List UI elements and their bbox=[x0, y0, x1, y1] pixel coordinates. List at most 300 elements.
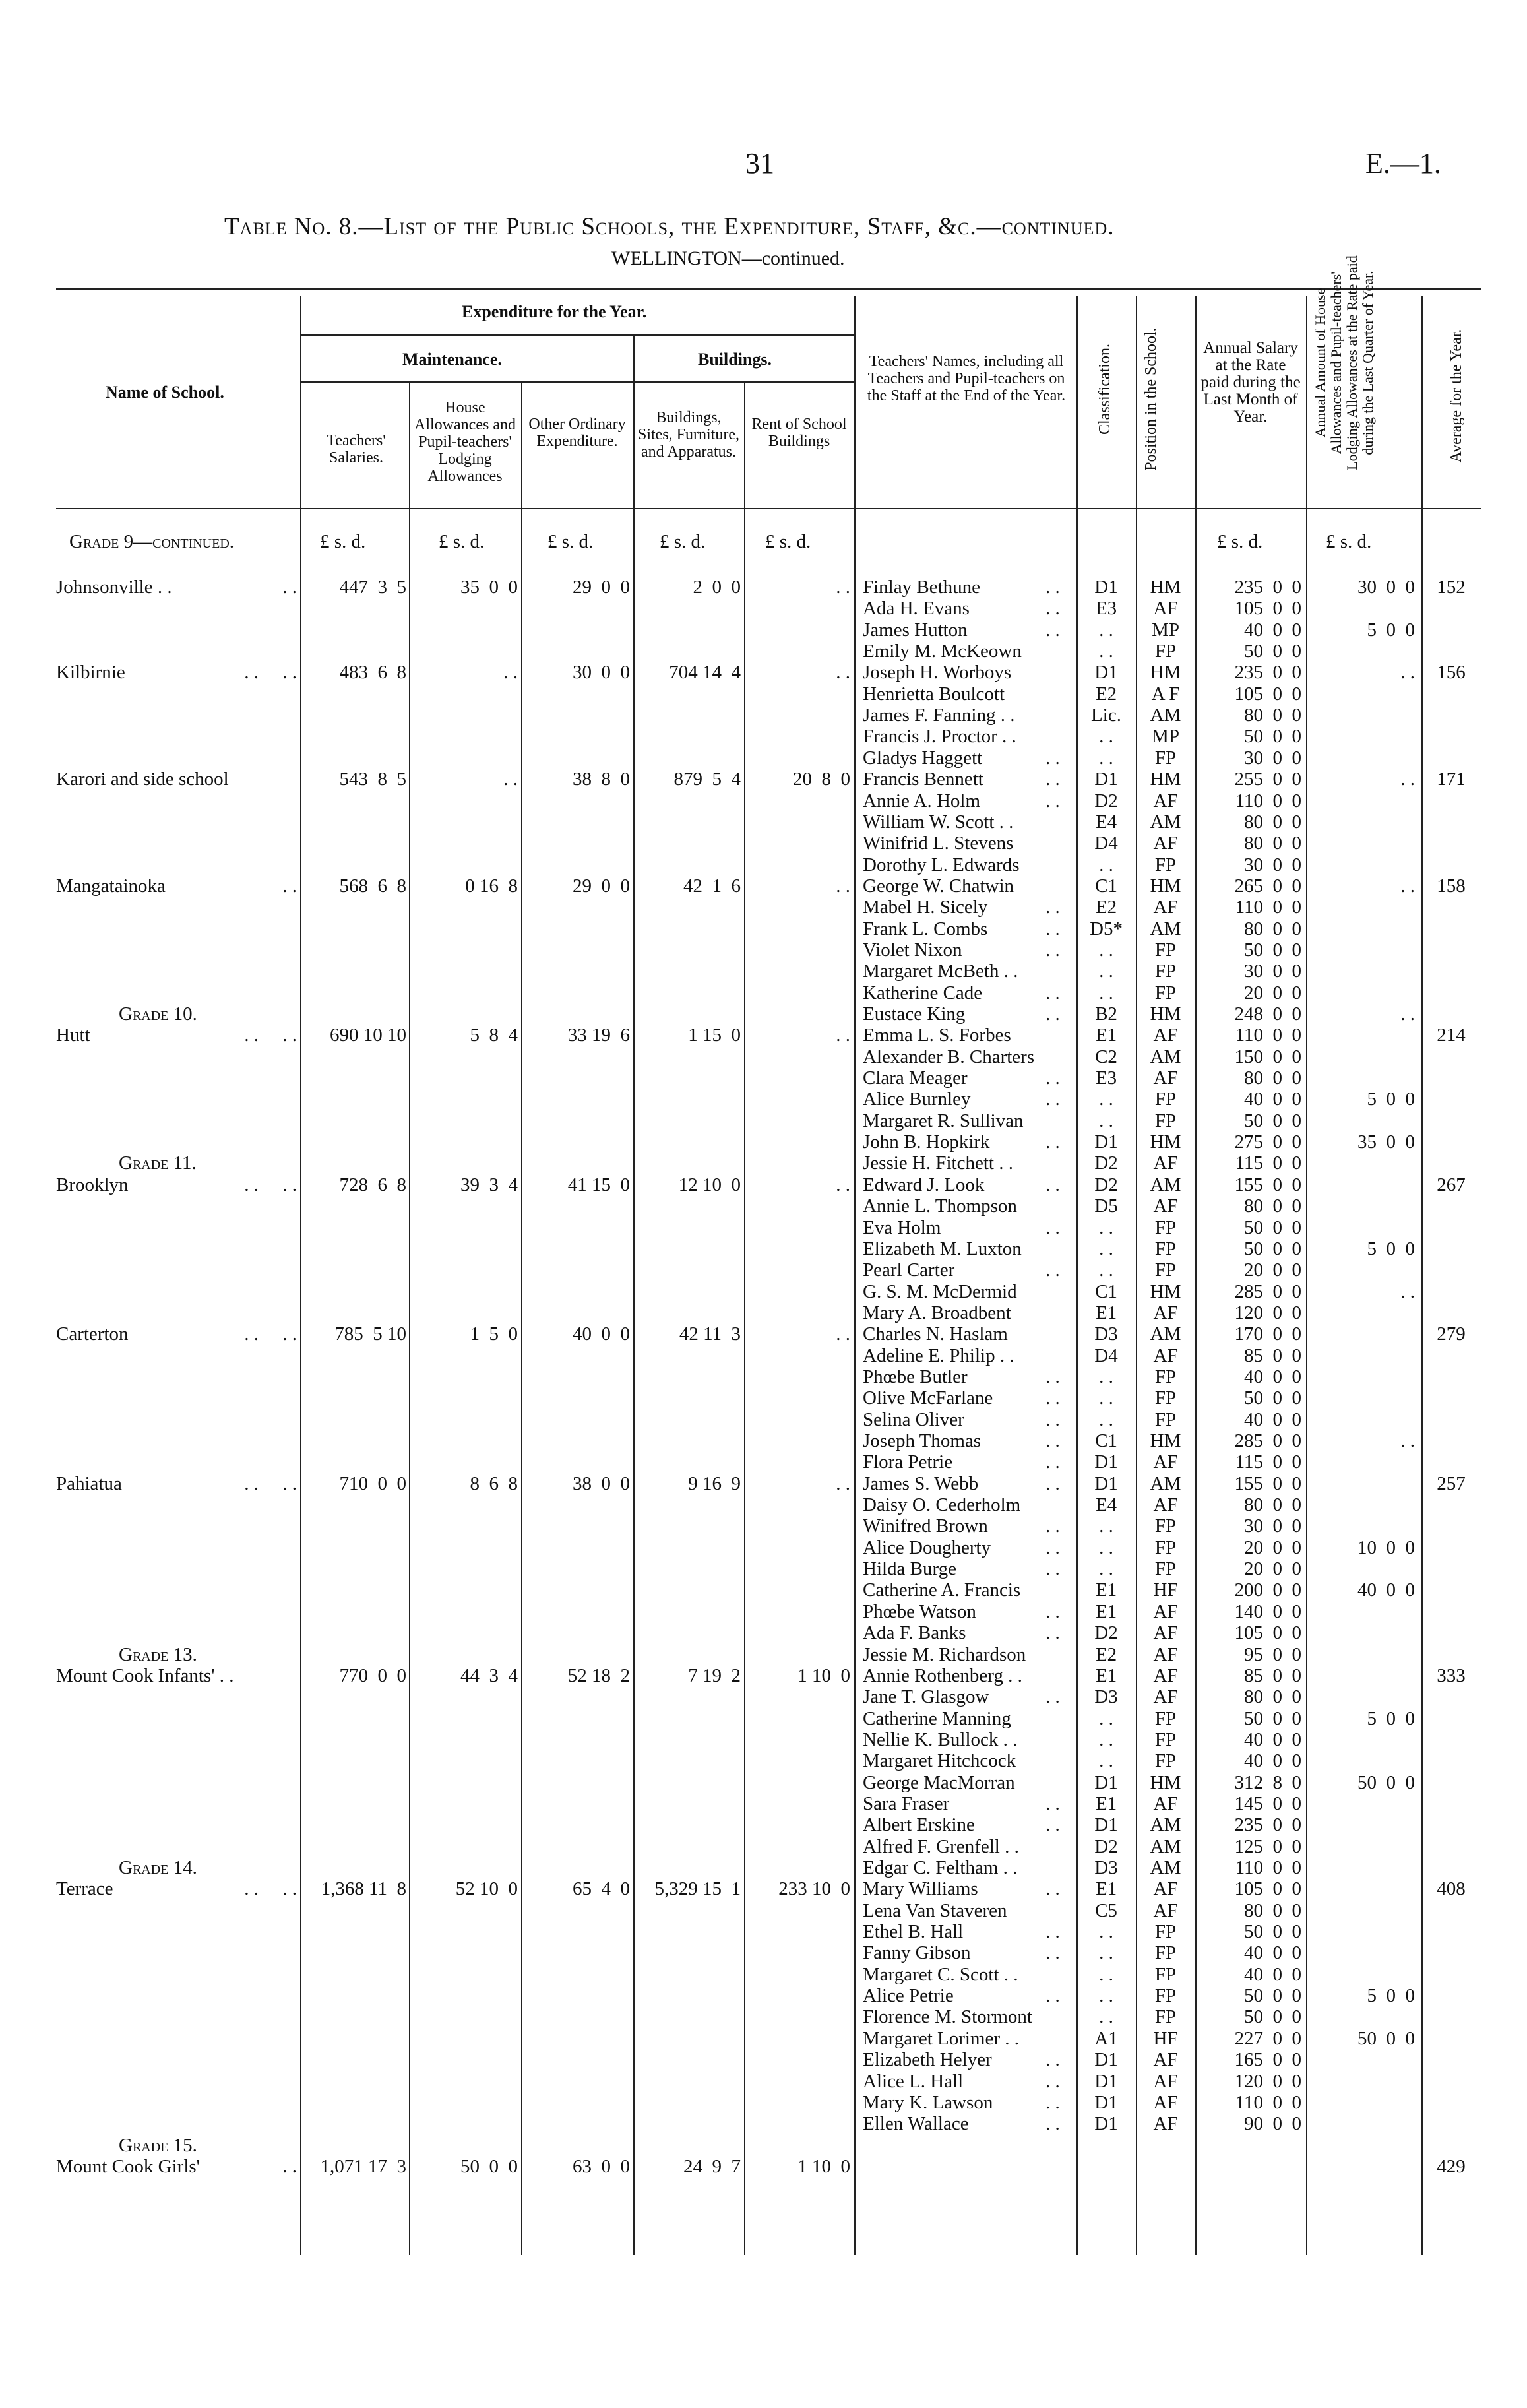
teacher-salary: 248 0 0 bbox=[1234, 1003, 1301, 1025]
teacher-position: AF bbox=[1153, 1153, 1178, 1174]
teacher-name: Phœbe Watson bbox=[863, 1600, 976, 1622]
school-name-leader: . . bbox=[282, 875, 297, 897]
teacher-name-leader: . . bbox=[1045, 1686, 1060, 1708]
teacher-classification: . . bbox=[1099, 2006, 1113, 2028]
teacher-classification: . . bbox=[1099, 1963, 1113, 1985]
teacher-name: Clara Meager bbox=[863, 1067, 968, 1089]
teacher-position: FP bbox=[1154, 2006, 1177, 2028]
header-buildings: Buildings. bbox=[698, 350, 772, 369]
school-rent: . . bbox=[836, 1174, 850, 1195]
page-number: 31 bbox=[745, 147, 774, 179]
school-house-allowances: . . bbox=[503, 769, 518, 790]
school-buildings-sites: 7 19 2 bbox=[688, 1664, 741, 1686]
teacher-classification: A1 bbox=[1094, 2027, 1118, 2049]
header-rule-expenditure bbox=[300, 334, 854, 336]
teacher-position: AF bbox=[1153, 1195, 1178, 1217]
school-name-leader: . . . . bbox=[244, 1878, 297, 1900]
teacher-name-leader: . . bbox=[1045, 918, 1060, 939]
teacher-name-leader: . . bbox=[1045, 982, 1060, 1003]
teacher-salary: 115 0 0 bbox=[1235, 1451, 1301, 1473]
teacher-salary: 235 0 0 bbox=[1234, 577, 1301, 598]
teacher-classification: . . bbox=[1099, 1921, 1113, 1943]
teacher-position: FP bbox=[1154, 1728, 1177, 1750]
header-annual-amount: Annual Amount of House Allowances and Pupil-teachers' Lodging Allowances at the Rate paid during the Last Quarter of Year. bbox=[1312, 255, 1376, 470]
teacher-name-leader: . . bbox=[1045, 790, 1060, 811]
teacher-position: HM bbox=[1150, 577, 1181, 598]
teacher-allowance: 5 0 0 bbox=[1367, 1707, 1415, 1729]
grade-heading: Grade 11. bbox=[119, 1153, 197, 1174]
teacher-name-leader: . . bbox=[1045, 1537, 1060, 1558]
school-house-allowances: 50 0 0 bbox=[460, 2155, 518, 2177]
col-rule-3 bbox=[521, 381, 522, 2255]
teacher-classification: D2 bbox=[1094, 1174, 1118, 1195]
teacher-classification: . . bbox=[1099, 726, 1113, 747]
teacher-position: AF bbox=[1153, 1686, 1178, 1708]
currency-allowance: £ s. d. bbox=[1326, 531, 1372, 552]
school-house-allowances: 1 5 0 bbox=[470, 1323, 518, 1345]
teacher-name-leader: . . bbox=[1045, 1921, 1060, 1943]
teacher-position: AF bbox=[1153, 2113, 1178, 2135]
teacher-name-leader: . . bbox=[1045, 1430, 1060, 1451]
teacher-position: FP bbox=[1154, 1515, 1177, 1537]
teacher-position: FP bbox=[1154, 1238, 1177, 1259]
teacher-name-leader: . . bbox=[1045, 598, 1060, 619]
teacher-salary: 50 0 0 bbox=[1244, 2006, 1301, 2028]
teacher-classification: . . bbox=[1099, 619, 1113, 641]
teacher-salary: 312 8 0 bbox=[1234, 1771, 1301, 1793]
teacher-salary: 95 0 0 bbox=[1244, 1643, 1301, 1665]
teacher-salary: 50 0 0 bbox=[1244, 1985, 1301, 2007]
teacher-salary: 20 0 0 bbox=[1244, 1558, 1301, 1580]
teacher-allowance: 35 0 0 bbox=[1357, 1131, 1415, 1153]
teacher-name-leader: . . bbox=[1045, 2049, 1060, 2071]
teacher-salary: 275 0 0 bbox=[1234, 1131, 1301, 1153]
teacher-classification: . . bbox=[1099, 1707, 1113, 1729]
teacher-salary: 140 0 0 bbox=[1234, 1600, 1301, 1622]
header-rule-maintenance bbox=[300, 381, 854, 383]
teacher-position: FP bbox=[1154, 939, 1177, 961]
teacher-classification: . . bbox=[1099, 1259, 1113, 1281]
header-name-of-school: Name of School. bbox=[106, 383, 224, 402]
school-name-leader: . . . . bbox=[244, 1174, 297, 1195]
teacher-name: Mabel H. Sicely bbox=[863, 897, 988, 918]
school-teachers-salaries: 447 3 5 bbox=[339, 577, 406, 598]
header-teachers-names: Teachers' Names, including all Teachers and Pupil-teachers on the Staff at the End of the Year. bbox=[867, 353, 1066, 404]
school-house-allowances: . . bbox=[503, 662, 518, 683]
teacher-name: Edward J. Look bbox=[863, 1174, 985, 1195]
teacher-position: AF bbox=[1153, 1899, 1178, 1921]
header-position: Position in the School. bbox=[1142, 327, 1160, 471]
teacher-name: Alice L. Hall bbox=[863, 2070, 964, 2092]
teacher-name-leader: . . bbox=[1045, 619, 1060, 641]
teacher-name-leader: . . bbox=[1045, 1985, 1060, 2007]
teacher-name-leader: . . bbox=[1045, 1878, 1060, 1900]
teacher-classification: . . bbox=[1099, 1238, 1113, 1259]
teacher-classification: . . bbox=[1099, 1515, 1113, 1537]
teacher-salary: 110 0 0 bbox=[1235, 1857, 1301, 1878]
teacher-name-leader: . . bbox=[1045, 1409, 1060, 1430]
school-name: Hutt bbox=[56, 1025, 90, 1046]
teacher-position: FP bbox=[1154, 982, 1177, 1003]
teacher-classification: D1 bbox=[1094, 1451, 1118, 1473]
teacher-classification: E2 bbox=[1095, 897, 1117, 918]
school-name: Mangatainoka bbox=[56, 875, 166, 897]
school-teachers-salaries: 690 10 10 bbox=[330, 1025, 406, 1046]
grade-heading: Grade 10. bbox=[119, 1003, 197, 1025]
teacher-position: AM bbox=[1150, 1835, 1181, 1857]
teacher-classification: . . bbox=[1099, 1728, 1113, 1750]
school-name-leader: . . . . bbox=[244, 1323, 297, 1345]
teacher-salary: 40 0 0 bbox=[1244, 1409, 1301, 1430]
teacher-position: HM bbox=[1150, 1131, 1181, 1153]
teacher-position: FP bbox=[1154, 1217, 1177, 1238]
teacher-name-leader: . . bbox=[1045, 1174, 1060, 1195]
school-name: Brooklyn bbox=[56, 1174, 129, 1195]
teacher-salary: 50 0 0 bbox=[1244, 1707, 1301, 1729]
teacher-classification: C5 bbox=[1095, 1899, 1117, 1921]
teacher-name: Jessie M. Richardson bbox=[863, 1643, 1026, 1665]
teacher-classification: D3 bbox=[1094, 1323, 1118, 1345]
teacher-position: AF bbox=[1153, 1494, 1178, 1516]
school-name: Carterton bbox=[56, 1323, 129, 1345]
school-teachers-salaries: 483 6 8 bbox=[339, 662, 406, 683]
teacher-salary: 40 0 0 bbox=[1244, 1728, 1301, 1750]
teacher-classification: D1 bbox=[1094, 1814, 1118, 1836]
teacher-name-leader: . . bbox=[1045, 1600, 1060, 1622]
teacher-classification: D1 bbox=[1094, 2049, 1118, 2071]
school-other-expenditure: 33 19 6 bbox=[567, 1025, 630, 1046]
teacher-position: AF bbox=[1153, 897, 1178, 918]
teacher-salary: 125 0 0 bbox=[1234, 1835, 1301, 1857]
teacher-salary: 80 0 0 bbox=[1244, 811, 1301, 833]
teacher-salary: 80 0 0 bbox=[1244, 833, 1301, 854]
teacher-salary: 110 0 0 bbox=[1235, 790, 1301, 811]
school-teachers-salaries: 1,368 11 8 bbox=[321, 1878, 406, 1900]
teacher-salary: 235 0 0 bbox=[1234, 1814, 1301, 1836]
teacher-classification: D1 bbox=[1094, 769, 1118, 790]
teacher-name: Eustace King bbox=[863, 1003, 966, 1025]
teacher-classification: D5* bbox=[1090, 918, 1123, 939]
teacher-salary: 50 0 0 bbox=[1244, 939, 1301, 961]
teacher-classification: E1 bbox=[1095, 1600, 1117, 1622]
teacher-position: AF bbox=[1153, 1622, 1178, 1644]
school-teachers-salaries: 728 6 8 bbox=[339, 1174, 406, 1195]
teacher-name: Joseph H. Worboys bbox=[863, 662, 1012, 683]
teacher-position: HM bbox=[1150, 1003, 1181, 1025]
school-other-expenditure: 40 0 0 bbox=[573, 1323, 630, 1345]
teacher-salary: 85 0 0 bbox=[1244, 1345, 1301, 1366]
school-average: 429 bbox=[1437, 2155, 1466, 2177]
teacher-classification: . . bbox=[1099, 641, 1113, 662]
teacher-position: FP bbox=[1154, 1537, 1177, 1558]
teacher-classification: D1 bbox=[1094, 662, 1118, 683]
teacher-classification: D1 bbox=[1094, 1131, 1118, 1153]
teacher-position: FP bbox=[1154, 1985, 1177, 2007]
school-buildings-sites: 2 0 0 bbox=[693, 577, 741, 598]
school-average: 257 bbox=[1437, 1473, 1466, 1494]
teacher-salary: 80 0 0 bbox=[1244, 705, 1301, 726]
teacher-name: William W. Scott . . bbox=[863, 811, 1014, 833]
header-expenditure: Expenditure for the Year. bbox=[462, 302, 647, 321]
teacher-allowance: 5 0 0 bbox=[1367, 619, 1415, 641]
school-rent: . . bbox=[836, 1323, 850, 1345]
currency-rent: £ s. d. bbox=[765, 531, 811, 552]
teacher-salary: 50 0 0 bbox=[1244, 1110, 1301, 1131]
teacher-classification: . . bbox=[1099, 982, 1113, 1003]
teacher-name: Mary A. Broadbent bbox=[863, 1302, 1011, 1323]
teacher-name: Gladys Haggett bbox=[863, 747, 983, 769]
teacher-allowance: . . bbox=[1400, 769, 1415, 790]
teacher-allowance: . . bbox=[1400, 1003, 1415, 1025]
school-other-expenditure: 52 18 2 bbox=[567, 1664, 630, 1686]
teacher-salary: 150 0 0 bbox=[1234, 1046, 1301, 1067]
teacher-name-leader: . . bbox=[1045, 769, 1060, 790]
teacher-allowance: 5 0 0 bbox=[1367, 1089, 1415, 1110]
teacher-name-leader: . . bbox=[1045, 1067, 1060, 1089]
teacher-name: George W. Chatwin bbox=[863, 875, 1014, 897]
teacher-salary: 80 0 0 bbox=[1244, 1067, 1301, 1089]
teacher-salary: 50 0 0 bbox=[1244, 726, 1301, 747]
header-other-expenditure: Other Ordinary Expenditure. bbox=[528, 416, 626, 450]
teacher-position: AM bbox=[1150, 1814, 1181, 1836]
teacher-position: HF bbox=[1153, 2027, 1178, 2049]
teacher-name: Flora Petrie bbox=[863, 1451, 953, 1473]
teacher-salary: 40 0 0 bbox=[1244, 1089, 1301, 1110]
teacher-name-leader: . . bbox=[1045, 2091, 1060, 2113]
teacher-name: Mary Williams bbox=[863, 1878, 978, 1900]
teacher-classification: C1 bbox=[1095, 875, 1117, 897]
teacher-name: Nellie K. Bullock . . bbox=[863, 1728, 1018, 1750]
teacher-name: Elizabeth M. Luxton bbox=[863, 1238, 1022, 1259]
teacher-name-leader: . . bbox=[1045, 1942, 1060, 1964]
school-teachers-salaries: 770 0 0 bbox=[339, 1664, 406, 1686]
teacher-classification: B2 bbox=[1095, 1003, 1117, 1025]
teacher-position: MP bbox=[1152, 619, 1179, 641]
school-name: Johnsonville . . bbox=[56, 577, 172, 598]
teacher-name: Annie L. Thompson bbox=[863, 1195, 1017, 1217]
teacher-name-leader: . . bbox=[1045, 2070, 1060, 2092]
school-average: 214 bbox=[1437, 1025, 1466, 1046]
school-name-leader: . . bbox=[282, 577, 297, 598]
teacher-position: AM bbox=[1150, 1857, 1181, 1878]
teacher-name: Joseph Thomas bbox=[863, 1430, 982, 1451]
teacher-salary: 20 0 0 bbox=[1244, 982, 1301, 1003]
teacher-classification: D1 bbox=[1094, 1771, 1118, 1793]
school-rent: . . bbox=[836, 1025, 850, 1046]
school-name-leader: . . . . bbox=[244, 662, 297, 683]
school-other-expenditure: 38 8 0 bbox=[573, 769, 630, 790]
teacher-name: Winifred Brown bbox=[863, 1515, 988, 1537]
teacher-salary: 90 0 0 bbox=[1244, 2113, 1301, 2135]
teacher-name-leader: . . bbox=[1045, 1089, 1060, 1110]
teacher-salary: 50 0 0 bbox=[1244, 1217, 1301, 1238]
teacher-position: AF bbox=[1153, 1345, 1178, 1366]
teacher-allowance: . . bbox=[1400, 1430, 1415, 1451]
teacher-salary: 40 0 0 bbox=[1244, 1750, 1301, 1772]
teacher-salary: 80 0 0 bbox=[1244, 1195, 1301, 1217]
teacher-position: FP bbox=[1154, 854, 1177, 875]
school-house-allowances: 0 16 8 bbox=[465, 875, 518, 897]
school-name: Terrace bbox=[56, 1878, 113, 1900]
school-buildings-sites: 879 5 4 bbox=[673, 769, 741, 790]
school-name: Mount Cook Infants' . . bbox=[56, 1664, 234, 1686]
teacher-salary: 105 0 0 bbox=[1234, 598, 1301, 619]
col-rule-8 bbox=[1136, 296, 1137, 2255]
teacher-name: Lena Van Staveren bbox=[863, 1899, 1007, 1921]
grade-9-label: Grade 9—continued. bbox=[69, 531, 235, 552]
teacher-name: Annie Rothenberg . . bbox=[863, 1664, 1022, 1686]
teacher-name-leader: . . bbox=[1045, 1217, 1060, 1238]
school-house-allowances: 44 3 4 bbox=[460, 1664, 518, 1686]
teacher-classification: . . bbox=[1099, 1409, 1113, 1430]
teacher-allowance: 50 0 0 bbox=[1357, 1771, 1415, 1793]
teacher-position: AF bbox=[1153, 1451, 1178, 1473]
teacher-position: AM bbox=[1150, 1174, 1181, 1195]
school-buildings-sites: 9 16 9 bbox=[688, 1473, 741, 1494]
teacher-salary: 50 0 0 bbox=[1244, 1921, 1301, 1943]
school-buildings-sites: 12 10 0 bbox=[678, 1174, 741, 1195]
teacher-salary: 40 0 0 bbox=[1244, 1366, 1301, 1387]
school-other-expenditure: 29 0 0 bbox=[573, 577, 630, 598]
school-teachers-salaries: 543 8 5 bbox=[339, 769, 406, 790]
school-average: 279 bbox=[1437, 1323, 1466, 1345]
teacher-salary: 50 0 0 bbox=[1244, 641, 1301, 662]
school-house-allowances: 5 8 4 bbox=[470, 1025, 518, 1046]
teacher-position: AF bbox=[1153, 2091, 1178, 2113]
teacher-position: AM bbox=[1150, 811, 1181, 833]
teacher-position: AF bbox=[1153, 2070, 1178, 2092]
teacher-name: Annie A. Holm bbox=[863, 790, 981, 811]
teacher-name: Alice Petrie bbox=[863, 1985, 954, 2007]
teacher-salary: 30 0 0 bbox=[1244, 1515, 1301, 1537]
teacher-salary: 285 0 0 bbox=[1234, 1281, 1301, 1302]
teacher-name: Henrietta Boulcott bbox=[863, 683, 1005, 705]
teacher-salary: 105 0 0 bbox=[1234, 683, 1301, 705]
school-house-allowances: 39 3 4 bbox=[460, 1174, 518, 1195]
school-other-expenditure: 30 0 0 bbox=[573, 662, 630, 683]
school-house-allowances: 52 10 0 bbox=[455, 1878, 518, 1900]
teacher-position: FP bbox=[1154, 1366, 1177, 1387]
col-rule-7 bbox=[1076, 296, 1078, 2255]
col-rule-11 bbox=[1421, 296, 1423, 2255]
teacher-name: Alice Burnley bbox=[863, 1089, 971, 1110]
teacher-salary: 80 0 0 bbox=[1244, 918, 1301, 939]
teacher-name-leader: . . bbox=[1045, 1366, 1060, 1387]
teacher-classification: E3 bbox=[1095, 1067, 1117, 1089]
teacher-classification: D3 bbox=[1094, 1857, 1118, 1878]
teacher-name: James Hutton bbox=[863, 619, 968, 641]
teacher-position: AF bbox=[1153, 1643, 1178, 1665]
teacher-name-leader: . . bbox=[1045, 1003, 1060, 1025]
teacher-name: Jessie H. Fitchett . . bbox=[863, 1153, 1013, 1174]
teacher-salary: 200 0 0 bbox=[1234, 1579, 1301, 1601]
teacher-classification: D2 bbox=[1094, 1835, 1118, 1857]
header-maintenance: Maintenance. bbox=[402, 350, 502, 369]
col-rule-5 bbox=[744, 381, 745, 2255]
school-average: 158 bbox=[1437, 875, 1466, 897]
teacher-name: Margaret C. Scott . . bbox=[863, 1963, 1018, 1985]
teacher-position: AF bbox=[1153, 1664, 1178, 1686]
teacher-allowance: 10 0 0 bbox=[1357, 1537, 1415, 1558]
header-average: Average for the Year. bbox=[1448, 329, 1465, 463]
school-buildings-sites: 24 9 7 bbox=[683, 2155, 741, 2177]
teacher-name: Catherine A. Francis bbox=[863, 1579, 1021, 1601]
teacher-name: Daisy O. Cederholm bbox=[863, 1494, 1021, 1516]
teacher-name-leader: . . bbox=[1045, 1792, 1060, 1814]
page-reference: E.—1. bbox=[1365, 147, 1441, 179]
school-teachers-salaries: 785 5 10 bbox=[334, 1323, 406, 1345]
school-name: Karori and side school bbox=[56, 769, 229, 790]
teacher-name: Emma L. S. Forbes bbox=[863, 1025, 1011, 1046]
teacher-salary: 80 0 0 bbox=[1244, 1686, 1301, 1708]
teacher-position: AF bbox=[1153, 1302, 1178, 1323]
teacher-salary: 165 0 0 bbox=[1234, 2049, 1301, 2071]
teacher-classification: C1 bbox=[1095, 1281, 1117, 1302]
school-teachers-salaries: 1,071 17 3 bbox=[320, 2155, 406, 2177]
teacher-salary: 20 0 0 bbox=[1244, 1537, 1301, 1558]
teacher-name: Margaret R. Sullivan bbox=[863, 1110, 1024, 1131]
teacher-classification: D1 bbox=[1094, 2070, 1118, 2092]
teacher-allowance: 30 0 0 bbox=[1357, 577, 1415, 598]
teacher-position: AF bbox=[1153, 790, 1178, 811]
school-buildings-sites: 42 11 3 bbox=[679, 1323, 741, 1345]
teacher-name: Hilda Burge bbox=[863, 1558, 957, 1580]
teacher-classification: E4 bbox=[1095, 1494, 1117, 1516]
school-average: 152 bbox=[1437, 577, 1466, 598]
currency-bsites: £ s. d. bbox=[660, 531, 706, 552]
col-rule-1 bbox=[300, 296, 301, 2255]
school-other-expenditure: 29 0 0 bbox=[573, 875, 630, 897]
teacher-salary: 105 0 0 bbox=[1234, 1622, 1301, 1644]
teacher-salary: 30 0 0 bbox=[1244, 854, 1301, 875]
school-rent: . . bbox=[836, 875, 850, 897]
col-rule-2 bbox=[409, 381, 410, 2255]
teacher-classification: D1 bbox=[1094, 1473, 1118, 1494]
teacher-classification: Lic. bbox=[1091, 705, 1121, 726]
teacher-name: Frank L. Combs bbox=[863, 918, 988, 939]
teacher-position: FP bbox=[1154, 1558, 1177, 1580]
teacher-salary: 40 0 0 bbox=[1244, 1963, 1301, 1985]
school-rent: 1 10 0 bbox=[797, 1664, 850, 1686]
school-name: Pahiatua bbox=[56, 1473, 122, 1494]
teacher-allowance: . . bbox=[1400, 1281, 1415, 1302]
school-teachers-salaries: 710 0 0 bbox=[339, 1473, 406, 1494]
teacher-name: Ada F. Banks bbox=[863, 1622, 966, 1644]
teacher-name: Elizabeth Helyer bbox=[863, 2049, 992, 2071]
teacher-position: AF bbox=[1153, 1025, 1178, 1046]
col-rule-4 bbox=[633, 334, 635, 2255]
teacher-position: FP bbox=[1154, 1921, 1177, 1943]
teacher-classification: E4 bbox=[1095, 811, 1117, 833]
teacher-classification: C1 bbox=[1095, 1430, 1117, 1451]
teacher-name-leader: . . bbox=[1045, 1622, 1060, 1644]
teacher-salary: 110 0 0 bbox=[1235, 897, 1301, 918]
teacher-name: Winifrid L. Stevens bbox=[863, 833, 1014, 854]
teacher-position: AM bbox=[1150, 918, 1181, 939]
school-buildings-sites: 704 14 4 bbox=[669, 662, 741, 683]
teacher-position: A F bbox=[1151, 683, 1180, 705]
teacher-classification: E1 bbox=[1095, 1025, 1117, 1046]
teacher-position: AF bbox=[1153, 1600, 1178, 1622]
school-name-leader: . . bbox=[282, 2155, 297, 2177]
teacher-name: Alfred F. Grenfell . . bbox=[863, 1835, 1019, 1857]
school-teachers-salaries: 568 6 8 bbox=[339, 875, 406, 897]
teacher-position: AF bbox=[1153, 1067, 1178, 1089]
teacher-name: James F. Fanning . . bbox=[863, 705, 1015, 726]
school-other-expenditure: 38 0 0 bbox=[573, 1473, 630, 1494]
teacher-salary: 80 0 0 bbox=[1244, 1899, 1301, 1921]
teacher-name: Selina Oliver bbox=[863, 1409, 964, 1430]
